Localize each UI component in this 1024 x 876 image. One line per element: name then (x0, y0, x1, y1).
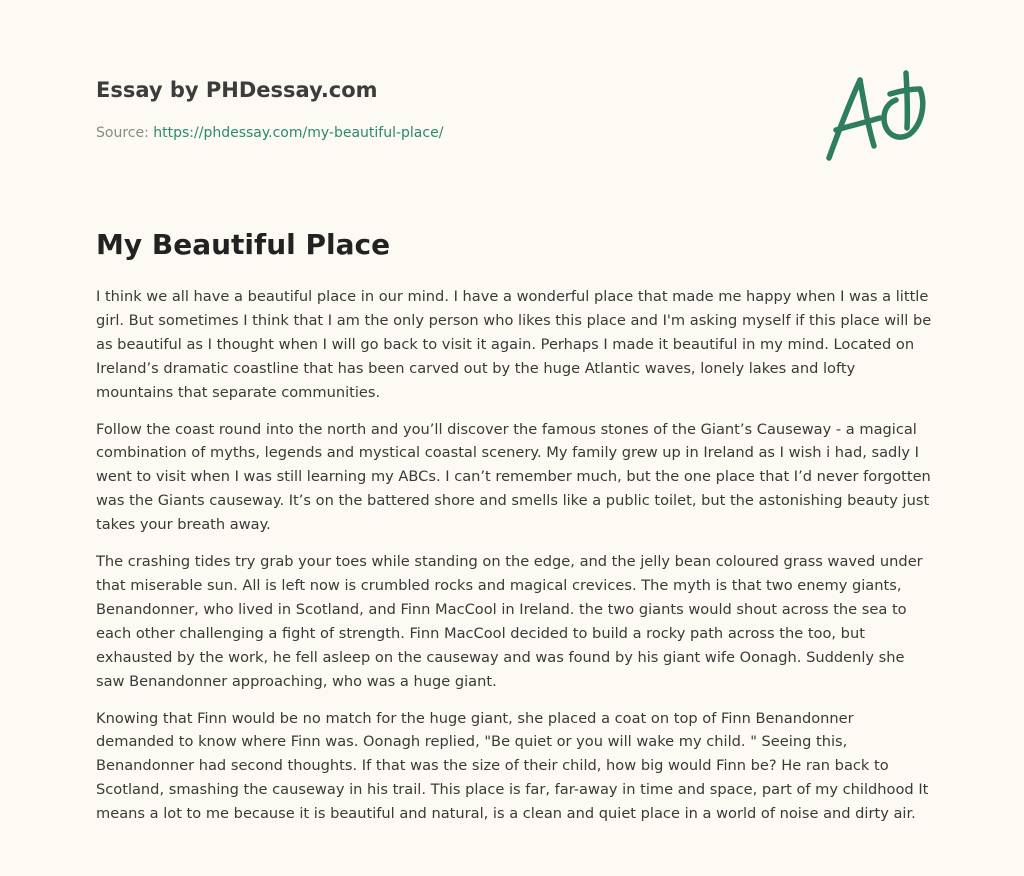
site-title: Essay by PHDessay.com (96, 78, 378, 102)
essay-paragraph: Knowing that Finn would be no match for the huge giant, she placed a coat on top of Finn Benandonner demanded to know where Finn was. Oonagh replied, "Be quiet or you will wake my child. " Seeing this, Benandonner had second thoughts. If that was the size of their child, how big would Finn be? He ran back to Scotland, smashing the causeway in his trail. This place is far, far-away in time and space, part of my childhood It means a lot to me because it is beautiful and natural, is a clean and quiet place in a world of noise and dirty air. (96, 709, 929, 823)
essay-paragraph: I think we all have a beautiful place in our mind. I have a wonderful place that made me happy when I was a little girl. But sometimes I think that I am the only person who likes this place and I'm asking myself if this place will be as beautiful as I thought when I will go back to visit it again. Perhaps I made it beautiful in my mind. Located on Ireland’s dramatic coastline that has been carved out by the huge Atlantic waves, lonely lakes and lofty mountains that separate communities. (96, 288, 932, 401)
essay-paragraph: The crashing tides try grab your toes while standing on the edge, and the jelly bean coloured grass waved under that miserable sun. All is left now is crumbled rocks and magical crevices. The myth is that two enemy giants, Benandonner, who lived in Scotland, and Finn MacCool in Ireland. the two giants would shout across the sea to each other challenging a fight of strength. Finn MacCool decided to build a rocky path across the too, but exhausted by the work, he fell asleep on the causeway and was found by his giant wife Oonagh. Suddenly she saw Benandonner approaching, who was a huge giant. (96, 553, 923, 690)
source-line (96, 123, 928, 143)
a-plus-logo-icon (818, 68, 930, 164)
essay-paragraph: Follow the coast round into the north and you’ll discover the famous stones of the Giant’s Causeway - a magical combination of myths, legends and mystical coastal scenery. My family grew up in Ireland as I wish i had, sadly I went to visit when I was still learning my ABCs. I can’t remember much, but the one place that I’d never forgotten was the Giants causeway. It’s on the battered shore and smells like a public toilet, but the astonishing beauty just takes your breath away. (96, 420, 931, 534)
page-header (96, 76, 928, 143)
essay-body (96, 285, 932, 839)
source-label: Source: (96, 125, 154, 141)
a-plus-logo (818, 68, 930, 164)
essay-title: My Beautiful Place (96, 228, 391, 261)
source-link[interactable]: https://phdessay.com/my-beautiful-place/ (153, 125, 444, 141)
